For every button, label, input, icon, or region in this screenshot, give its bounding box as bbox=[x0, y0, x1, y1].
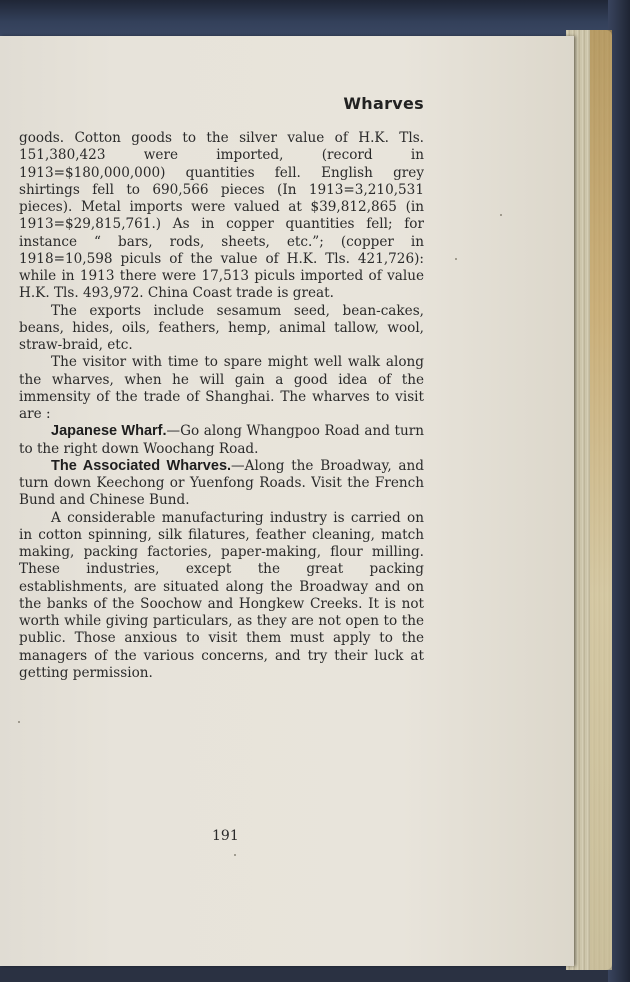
page-number: 191 bbox=[212, 828, 239, 844]
paragraph-text: —Along the Broadway, and turn down Keechong or Yuenfong Roads. Visit the French Bund and Chinese Bund. bbox=[19, 457, 424, 509]
paragraph-visitor bbox=[19, 354, 424, 423]
body-text bbox=[19, 130, 424, 682]
paper-speck bbox=[500, 214, 502, 216]
section-heading-associated-wharves: The Associated Wharves. bbox=[51, 457, 232, 474]
running-head: Wharves bbox=[343, 94, 424, 113]
paragraph-associated-wharves bbox=[19, 458, 424, 510]
paper-speck bbox=[455, 258, 457, 260]
paper-speck bbox=[18, 721, 20, 723]
paper-speck bbox=[234, 854, 236, 856]
book-page bbox=[0, 36, 574, 966]
page-stack-shade bbox=[590, 30, 612, 970]
paragraph-text: —Go along Whangpoo Road and turn to the right down Woochang Road. bbox=[19, 423, 424, 457]
cover-top-edge bbox=[0, 0, 630, 36]
paragraph-imports bbox=[19, 130, 424, 303]
paragraph-text: A considerable manufacturing industry is carried on in cotton spinning, silk filatures, feather cleaning, match making, packing factories, paper-making, flour milling. These industries, except the great packing establishments, are situated along the Broadway and on the banks of the Soochow and Hongkew Creeks. It is not worth while giving particulars, as they are not open to the public. Those anxious to visit them must apply to the managers of the various concerns, and try their luck at getting permission. bbox=[19, 509, 424, 681]
paragraph-exports bbox=[19, 303, 424, 355]
paragraph-text: goods. Cotton goods to the silver value of H.K. Tls. 151,380,423 were imported, (record in 1913=$180,000,000) quantities fell. English grey shirtings fell to 690,566 pieces (In 1913=3,210,531 pieces). Metal imports were valued at $39,812,865 (in 1913=$29,815,761.) As in copper quantities fell; for instance “ bars, rods, sheets, etc.”; (copper in 1918=10,598 piculs of the value of H.K. Tls. 421,726): while in 1913 there were 17,513 piculs imported of value H.K. Tls. 493,972. China Coast trade is great. bbox=[19, 130, 424, 302]
paragraph-text: The visitor with time to spare might well walk along the wharves, when he will gain a good idea of the immensity of the trade of Shanghai. The wharves to visit are : bbox=[19, 354, 424, 422]
paragraph-japanese-wharf bbox=[19, 423, 424, 458]
section-heading-japanese-wharf: Japanese Wharf. bbox=[51, 423, 167, 440]
paragraph-manufacturing bbox=[19, 510, 424, 683]
paragraph-text: The exports include sesamum seed, bean-cakes, beans, hides, oils, feathers, hemp, animal tallow, wool, straw-braid, etc. bbox=[19, 302, 424, 353]
